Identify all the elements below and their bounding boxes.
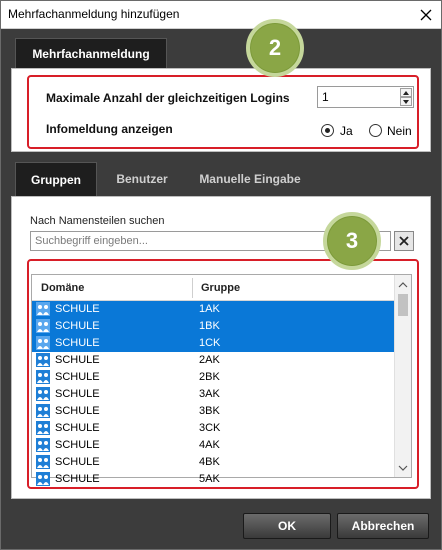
table-row[interactable]: [32, 454, 394, 471]
ok-button-label: OK: [278, 519, 296, 533]
row-group: 4AK: [199, 439, 220, 451]
group-icon: [36, 319, 50, 333]
radio-ja[interactable]: [321, 124, 334, 137]
tab-mehrfachanmeldung-label: Mehrfachanmeldung: [32, 46, 150, 61]
group-icon: [36, 421, 50, 435]
tab-mehrfachanmeldung: [15, 38, 167, 68]
tab-gruppen[interactable]: [15, 162, 97, 196]
group-icon: [36, 438, 50, 452]
table-row[interactable]: [32, 386, 394, 403]
list-rows: [32, 301, 394, 488]
ok-button[interactable]: [243, 513, 331, 539]
row-group: 3BK: [199, 405, 220, 417]
step-badge-3-label: 3: [345, 228, 359, 253]
list-scrollbar[interactable]: [394, 275, 411, 477]
table-row[interactable]: [32, 437, 394, 454]
tab-benutzer-label: Benutzer: [116, 172, 168, 186]
list-header: [32, 275, 394, 301]
group-icon: [36, 455, 50, 469]
row-group: 3CK: [199, 422, 221, 434]
cancel-button-label: Abbrechen: [351, 519, 415, 533]
row-domain: SCHULE: [55, 354, 100, 366]
scroll-up-button[interactable]: [395, 277, 411, 291]
row-group: 1AK: [199, 303, 220, 315]
max-logins-label: Maximale Anzahl der gleichzeitigen Logins: [46, 91, 290, 105]
max-logins-value[interactable]: 1: [322, 90, 329, 104]
step-badge-2: [246, 19, 304, 77]
table-row[interactable]: [32, 301, 394, 318]
tab-manuelle-eingabe-label: Manuelle Eingabe: [199, 172, 301, 186]
row-domain: SCHULE: [55, 337, 100, 349]
info-message-label: Infomeldung anzeigen: [46, 122, 173, 136]
table-row[interactable]: [32, 471, 394, 488]
clear-search-icon: [399, 236, 409, 246]
group-icon: [36, 353, 50, 367]
group-list[interactable]: [31, 274, 412, 485]
close-button[interactable]: [417, 6, 435, 24]
title-bar: [1, 1, 441, 29]
row-domain: SCHULE: [55, 388, 100, 400]
table-row[interactable]: [32, 403, 394, 420]
max-logins-stepper[interactable]: [317, 86, 414, 108]
group-icon: [36, 336, 50, 350]
triangle-down-icon: [403, 100, 409, 104]
tab-benutzer[interactable]: [103, 162, 181, 196]
group-icon: [36, 472, 50, 486]
radio-nein[interactable]: [369, 124, 382, 137]
row-domain: SCHULE: [55, 439, 100, 451]
stepper-down-button[interactable]: [400, 97, 412, 106]
tab-bar: [11, 162, 431, 196]
row-group: 4BK: [199, 456, 220, 468]
table-row[interactable]: [32, 318, 394, 335]
row-group: 3AK: [199, 388, 220, 400]
step-badge-3: [323, 212, 381, 270]
row-domain: SCHULE: [55, 303, 100, 315]
search-label: Nach Namensteilen suchen: [30, 215, 165, 227]
row-domain: SCHULE: [55, 473, 100, 485]
close-icon: [420, 9, 432, 21]
group-icon: [36, 370, 50, 384]
column-header-domain[interactable]: Domäne: [41, 282, 85, 294]
stepper-up-button[interactable]: [400, 88, 412, 97]
tab-manuelle-eingabe[interactable]: [187, 162, 313, 196]
tab-gruppen-label: Gruppen: [31, 172, 81, 187]
step-badge-2-label: 2: [268, 35, 282, 60]
scroll-down-button[interactable]: [395, 461, 411, 475]
radio-ja-label: Ja: [340, 124, 353, 138]
row-group: 1CK: [199, 337, 221, 349]
group-icon: [36, 404, 50, 418]
clear-search-button[interactable]: [394, 231, 414, 251]
triangle-up-icon: [403, 91, 409, 95]
window-title: Mehrfachanmeldung hinzufügen: [8, 7, 180, 21]
row-group: 1BK: [199, 320, 220, 332]
scroll-thumb[interactable]: [398, 294, 408, 316]
row-group: 2AK: [199, 354, 220, 366]
table-row[interactable]: [32, 420, 394, 437]
row-group: 2BK: [199, 371, 220, 383]
row-domain: SCHULE: [55, 456, 100, 468]
group-icon: [36, 302, 50, 316]
table-row[interactable]: [32, 335, 394, 352]
row-group: 5AK: [199, 473, 220, 485]
table-row[interactable]: [32, 369, 394, 386]
group-icon: [36, 387, 50, 401]
radio-nein-label: Nein: [387, 124, 412, 138]
cancel-button[interactable]: [337, 513, 429, 539]
row-domain: SCHULE: [55, 371, 100, 383]
column-header-group[interactable]: Gruppe: [201, 282, 241, 294]
row-domain: SCHULE: [55, 422, 100, 434]
table-row[interactable]: [32, 352, 394, 369]
chevron-down-icon: [399, 466, 407, 471]
chevron-up-icon: [399, 282, 407, 287]
row-domain: SCHULE: [55, 405, 100, 417]
row-domain: SCHULE: [55, 320, 100, 332]
